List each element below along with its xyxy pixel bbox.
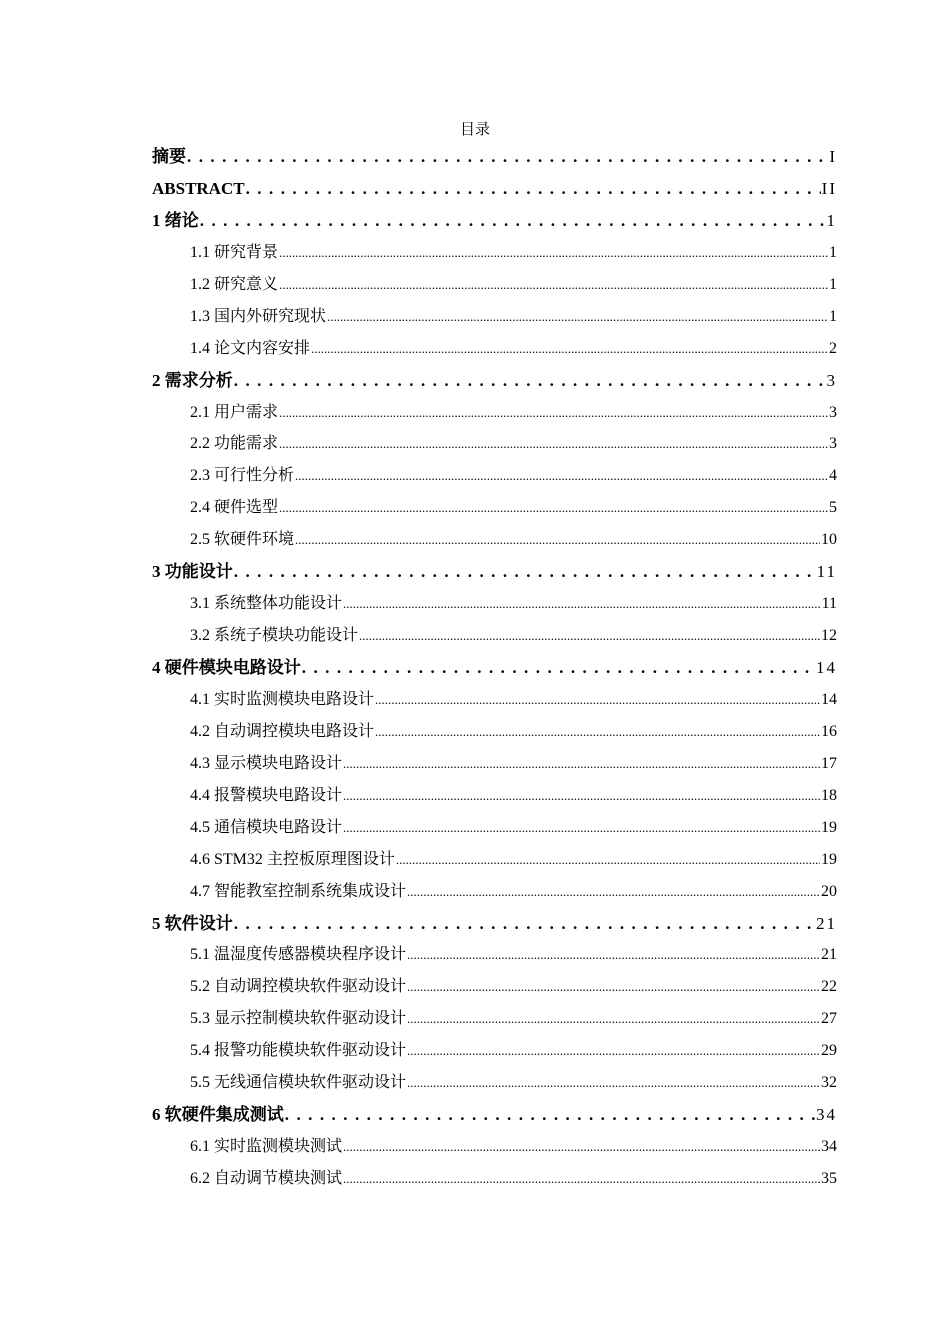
toc-page-number: 16 <box>821 722 837 740</box>
toc-dot-leader <box>375 684 820 716</box>
toc-title: 目录 <box>459 122 490 138</box>
toc-page-number: I <box>829 147 837 166</box>
toc-dot-leader <box>279 492 828 524</box>
toc-entry-label: 2.3 可行性分析 <box>190 467 295 485</box>
toc-entry-label: 2.2 功能需求 <box>190 435 279 453</box>
toc-entry-label: 4.6 STM32 主控板原理图设计 <box>190 850 395 868</box>
toc-entry-label: 3 功能设计 <box>152 562 233 582</box>
toc-dot-leader <box>279 397 828 429</box>
toc-entry-label: 5.5 无线通信模块软件驱动设计 <box>190 1074 407 1092</box>
toc-dot-leader <box>396 844 820 876</box>
toc-dot-leader <box>407 876 820 908</box>
toc-dot-leader <box>285 1099 815 1131</box>
toc-page-number: 10 <box>821 531 837 549</box>
toc-page-number: 17 <box>821 754 837 772</box>
toc-dot-leader <box>234 556 816 588</box>
toc-page-number: 5 <box>829 499 837 517</box>
toc-chapter-entry[interactable] <box>152 141 837 173</box>
toc-dot-leader <box>407 1003 820 1035</box>
toc-chapter-entry[interactable] <box>152 652 837 684</box>
toc-section-entry[interactable] <box>152 1003 837 1035</box>
toc-section-entry[interactable] <box>152 939 837 971</box>
toc-page-number: 19 <box>821 818 837 836</box>
toc-section-entry[interactable] <box>152 524 837 556</box>
toc-section-entry[interactable] <box>152 876 837 908</box>
toc-dot-leader <box>327 301 828 333</box>
toc-dot-leader <box>343 1131 820 1163</box>
toc-section-entry[interactable] <box>152 460 837 492</box>
toc-page-number: 11 <box>816 562 837 582</box>
toc-section-entry[interactable] <box>152 1131 837 1163</box>
toc-section-entry[interactable] <box>152 301 837 333</box>
toc-page-number: 21 <box>821 946 837 964</box>
toc-section-entry[interactable] <box>152 269 837 301</box>
toc-section-entry[interactable] <box>152 397 837 429</box>
toc-section-entry[interactable] <box>152 780 837 812</box>
toc-page-number: 18 <box>821 786 837 804</box>
toc-section-entry[interactable] <box>152 971 837 1003</box>
toc-section-entry[interactable] <box>152 428 837 460</box>
toc-entry-label: 4 硬件模块电路设计 <box>152 658 301 677</box>
toc-dot-leader <box>295 524 820 556</box>
toc-entry-label: 4.4 报警模块电路设计 <box>190 786 343 804</box>
toc-page-number: 11 <box>821 595 837 613</box>
toc-page-number: 22 <box>821 978 837 996</box>
toc-page-number: 32 <box>821 1074 837 1092</box>
toc-entry-label: 5.3 显示控制模块软件驱动设计 <box>190 1010 407 1028</box>
toc-chapter-entry[interactable] <box>152 1099 837 1131</box>
toc-entry-label: 5.2 自动调控模块软件驱动设计 <box>190 978 407 996</box>
toc-page-number: 19 <box>821 850 837 868</box>
toc-entry-label: 2.4 硬件选型 <box>190 499 279 517</box>
toc-dot-leader <box>246 173 821 205</box>
toc-entry-label: 4.5 通信模块电路设计 <box>190 818 343 836</box>
toc-page-number: 35 <box>821 1170 837 1187</box>
toc-entry-label: 摘要 <box>152 147 186 166</box>
toc-dot-leader <box>187 141 828 173</box>
toc-page-number: 3 <box>826 370 837 390</box>
toc-page-number: 1 <box>829 243 837 261</box>
toc-page-number: 3 <box>829 403 837 421</box>
toc-page-number: 20 <box>821 882 837 900</box>
toc-section-entry[interactable] <box>152 588 837 620</box>
toc-dot-leader <box>311 333 828 365</box>
toc-section-entry[interactable] <box>152 333 837 365</box>
toc-section-entry[interactable] <box>152 1163 837 1195</box>
toc-dot-leader <box>302 652 815 684</box>
toc-dot-leader <box>200 205 826 237</box>
toc-page-number: 2 <box>829 339 837 357</box>
toc-page-number: 1 <box>829 307 837 325</box>
toc-entry-label: 1.2 研究意义 <box>190 275 279 293</box>
toc-entry-label: 2.1 用户需求 <box>190 403 279 421</box>
toc-chapter-entry[interactable] <box>152 908 837 940</box>
toc-section-entry[interactable] <box>152 812 837 844</box>
toc-section-entry[interactable] <box>152 748 837 780</box>
toc-entry-label: 1.4 论文内容安排 <box>190 339 311 357</box>
toc-dot-leader <box>359 620 820 652</box>
toc-entry-label: 6.1 实时监测模块测试 <box>190 1138 343 1156</box>
toc-dot-leader <box>279 237 828 269</box>
toc-section-entry[interactable] <box>152 844 837 876</box>
toc-entry-label: 5.4 报警功能模块软件驱动设计 <box>190 1042 407 1060</box>
toc-section-entry[interactable] <box>152 620 837 652</box>
toc-page-number: 3 <box>829 435 837 453</box>
toc-entry-label: ABSTRACT <box>152 178 245 198</box>
toc-page-number: 1 <box>826 210 837 230</box>
toc-chapter-entry[interactable] <box>152 173 837 205</box>
toc-entry-label: 4.3 显示模块电路设计 <box>190 754 343 772</box>
toc-page-number: 1 <box>829 275 837 293</box>
toc-dot-leader <box>343 1163 820 1195</box>
toc-dot-leader <box>234 908 815 940</box>
toc-page-number: 4 <box>829 467 837 485</box>
toc-page-number: 14 <box>821 690 837 708</box>
toc-section-entry[interactable] <box>152 237 837 269</box>
toc-entry-label: 5.1 温湿度传感器模块程序设计 <box>190 946 407 964</box>
toc-entry-label: 3.1 系统整体功能设计 <box>190 595 343 613</box>
toc-dot-leader <box>407 971 820 1003</box>
toc-entry-label: 6.2 自动调节模块测试 <box>190 1170 343 1187</box>
toc-chapter-entry[interactable] <box>152 365 837 397</box>
toc-page-number: 27 <box>821 1010 837 1028</box>
toc-entry-label: 3.2 系统子模块功能设计 <box>190 627 359 645</box>
toc-dot-leader <box>234 365 826 397</box>
toc-page-number: 21 <box>816 913 837 933</box>
toc-page-number: 14 <box>816 658 837 677</box>
toc-section-entry[interactable] <box>152 716 837 748</box>
toc-dot-leader <box>407 1067 820 1099</box>
toc-dot-leader <box>343 748 820 780</box>
toc-dot-leader <box>343 812 820 844</box>
toc-entry-label: 4.2 自动调控模块电路设计 <box>190 722 375 740</box>
toc-entry-label: 4.1 实时监测模块电路设计 <box>190 690 375 708</box>
toc-dot-leader <box>343 588 821 620</box>
toc-dot-leader <box>343 780 820 812</box>
toc-entry-label: 1.3 国内外研究现状 <box>190 307 327 325</box>
toc-dot-leader <box>279 428 828 460</box>
toc-page-number: 12 <box>821 627 837 645</box>
toc-chapter-entry[interactable] <box>152 205 837 237</box>
toc-entry-label: 1.1 研究背景 <box>190 243 279 261</box>
toc-section-entry[interactable] <box>152 1067 837 1099</box>
toc-entry-label: 2.5 软硬件环境 <box>190 531 295 549</box>
toc-entry-label: 2 需求分析 <box>152 370 233 390</box>
toc-dot-leader <box>295 460 828 492</box>
toc-section-entry[interactable] <box>152 492 837 524</box>
toc-dot-leader <box>375 716 820 748</box>
toc-page-number: II <box>821 178 837 198</box>
toc-page-number: 34 <box>816 1105 837 1125</box>
toc-dot-leader <box>279 269 828 301</box>
toc-entry-label: 6 软硬件集成测试 <box>152 1105 284 1125</box>
toc-page-number: 34 <box>821 1138 837 1156</box>
toc-dot-leader <box>407 1035 820 1067</box>
toc-entry-label: 5 软件设计 <box>152 913 233 933</box>
toc-section-entry[interactable] <box>152 684 837 716</box>
toc-dot-leader <box>407 939 820 971</box>
toc-page-number: 29 <box>821 1042 837 1060</box>
toc-entry-label: 1 绪论 <box>152 210 199 230</box>
toc-entry-label: 4.7 智能教室控制系统集成设计 <box>190 882 407 900</box>
toc-section-entry[interactable] <box>152 1035 837 1067</box>
toc-list <box>152 141 837 1195</box>
toc-chapter-entry[interactable] <box>152 556 837 588</box>
